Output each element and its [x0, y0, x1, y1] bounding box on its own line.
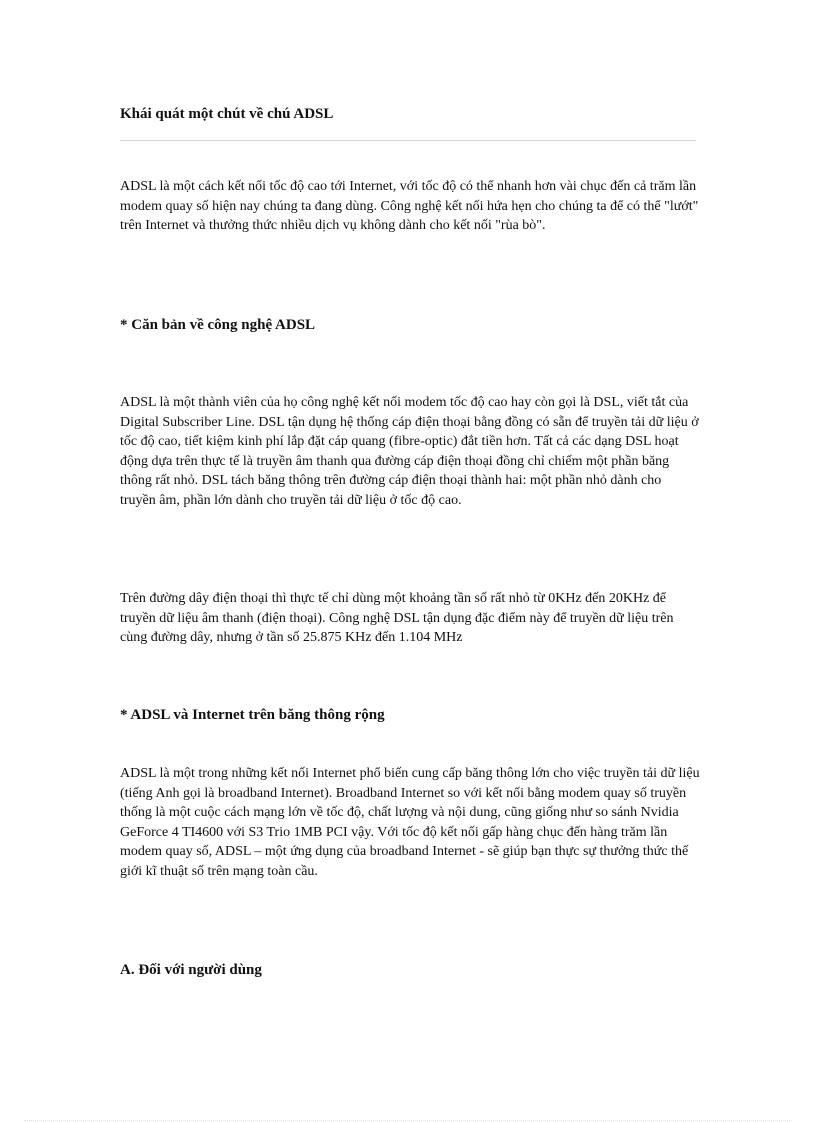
- title-divider: [120, 140, 696, 141]
- adsl-basics-paragraph-1: ADSL là một thành viên của họ công nghệ kết nối modem tốc độ cao hay còn gọi là DSL, viết tắt của Digital Subscriber Line. DSL tận dụng hệ thống cáp điện thoại bằng đồng có sẵn để truyền tải dữ liệu ở tốc độ cao, tiết kiệm kinh phí lắp đặt cáp quang (fibre-optic) đắt tiền hơn. Tất cả các dạng DSL hoạt động dựa trên thực tế là truyền âm thanh qua đường cáp điện thoại đồng chỉ chiếm một phần băng thông rất nhỏ. DSL tách băng thông trên đường cáp điện thoại thành hai: một phần nhỏ dành cho truyền âm, phần lớn dành cho truyền tải dữ liệu ở tốc độ cao.: [120, 395, 699, 508]
- page-bottom-edge: [24, 1120, 792, 1121]
- document-title: Khái quát một chút về chú ADSL: [120, 106, 334, 122]
- section-heading-users: A. Đối với người dùng: [120, 962, 262, 978]
- adsl-basics-paragraph-2: Trên đường dây điện thoại thì thực tế chỉ dùng một khoảng tần số rất nhỏ từ 0KHz đến 20KHz để truyền dữ liệu âm thanh (điện thoại). Công nghệ DSL tận dụng đặc điểm này để truyền dữ liệu trên cùng đường dây, nhưng ở tần số 25.875 KHz đến 1.104 MHz: [120, 591, 674, 645]
- intro-paragraph: ADSL là một cách kết nối tốc độ cao tới Internet, với tốc độ có thể nhanh hơn vài chục đến cả trăm lần modem quay số hiện nay chúng ta đang dùng. Công nghệ kết nối hứa hẹn cho chúng ta để có thể "lướt" trên Internet và thưởng thức nhiều dịch vụ không dành cho kết nối "rùa bò".: [120, 179, 699, 233]
- section-heading-adsl-broadband: * ADSL và Internet trên băng thông rộng: [120, 707, 385, 723]
- adsl-broadband-paragraph: ADSL là một trong những kết nối Internet phổ biến cung cấp băng thông lớn cho việc truyền tải dữ liệu (tiếng Anh gọi là broadband Internet). Broadband Internet so với kết nối bằng modem quay số truyền thống là một cuộc cách mạng lớn về tốc độ, chất lượng và nội dung, cũng giống như so sánh Nvidia GeForce 4 TI4600 với S3 Trio 1MB PCI vậy. Với tốc độ kết nối gấp hàng chục đến hàng trăm lần modem quay số, ADSL – một ứng dụng của broadband Internet - sẽ giúp bạn thực sự thưởng thức thế giới kĩ thuật số trên mạng toàn cầu.: [120, 766, 700, 879]
- section-heading-adsl-basics: * Căn bản về công nghệ ADSL: [120, 317, 316, 333]
